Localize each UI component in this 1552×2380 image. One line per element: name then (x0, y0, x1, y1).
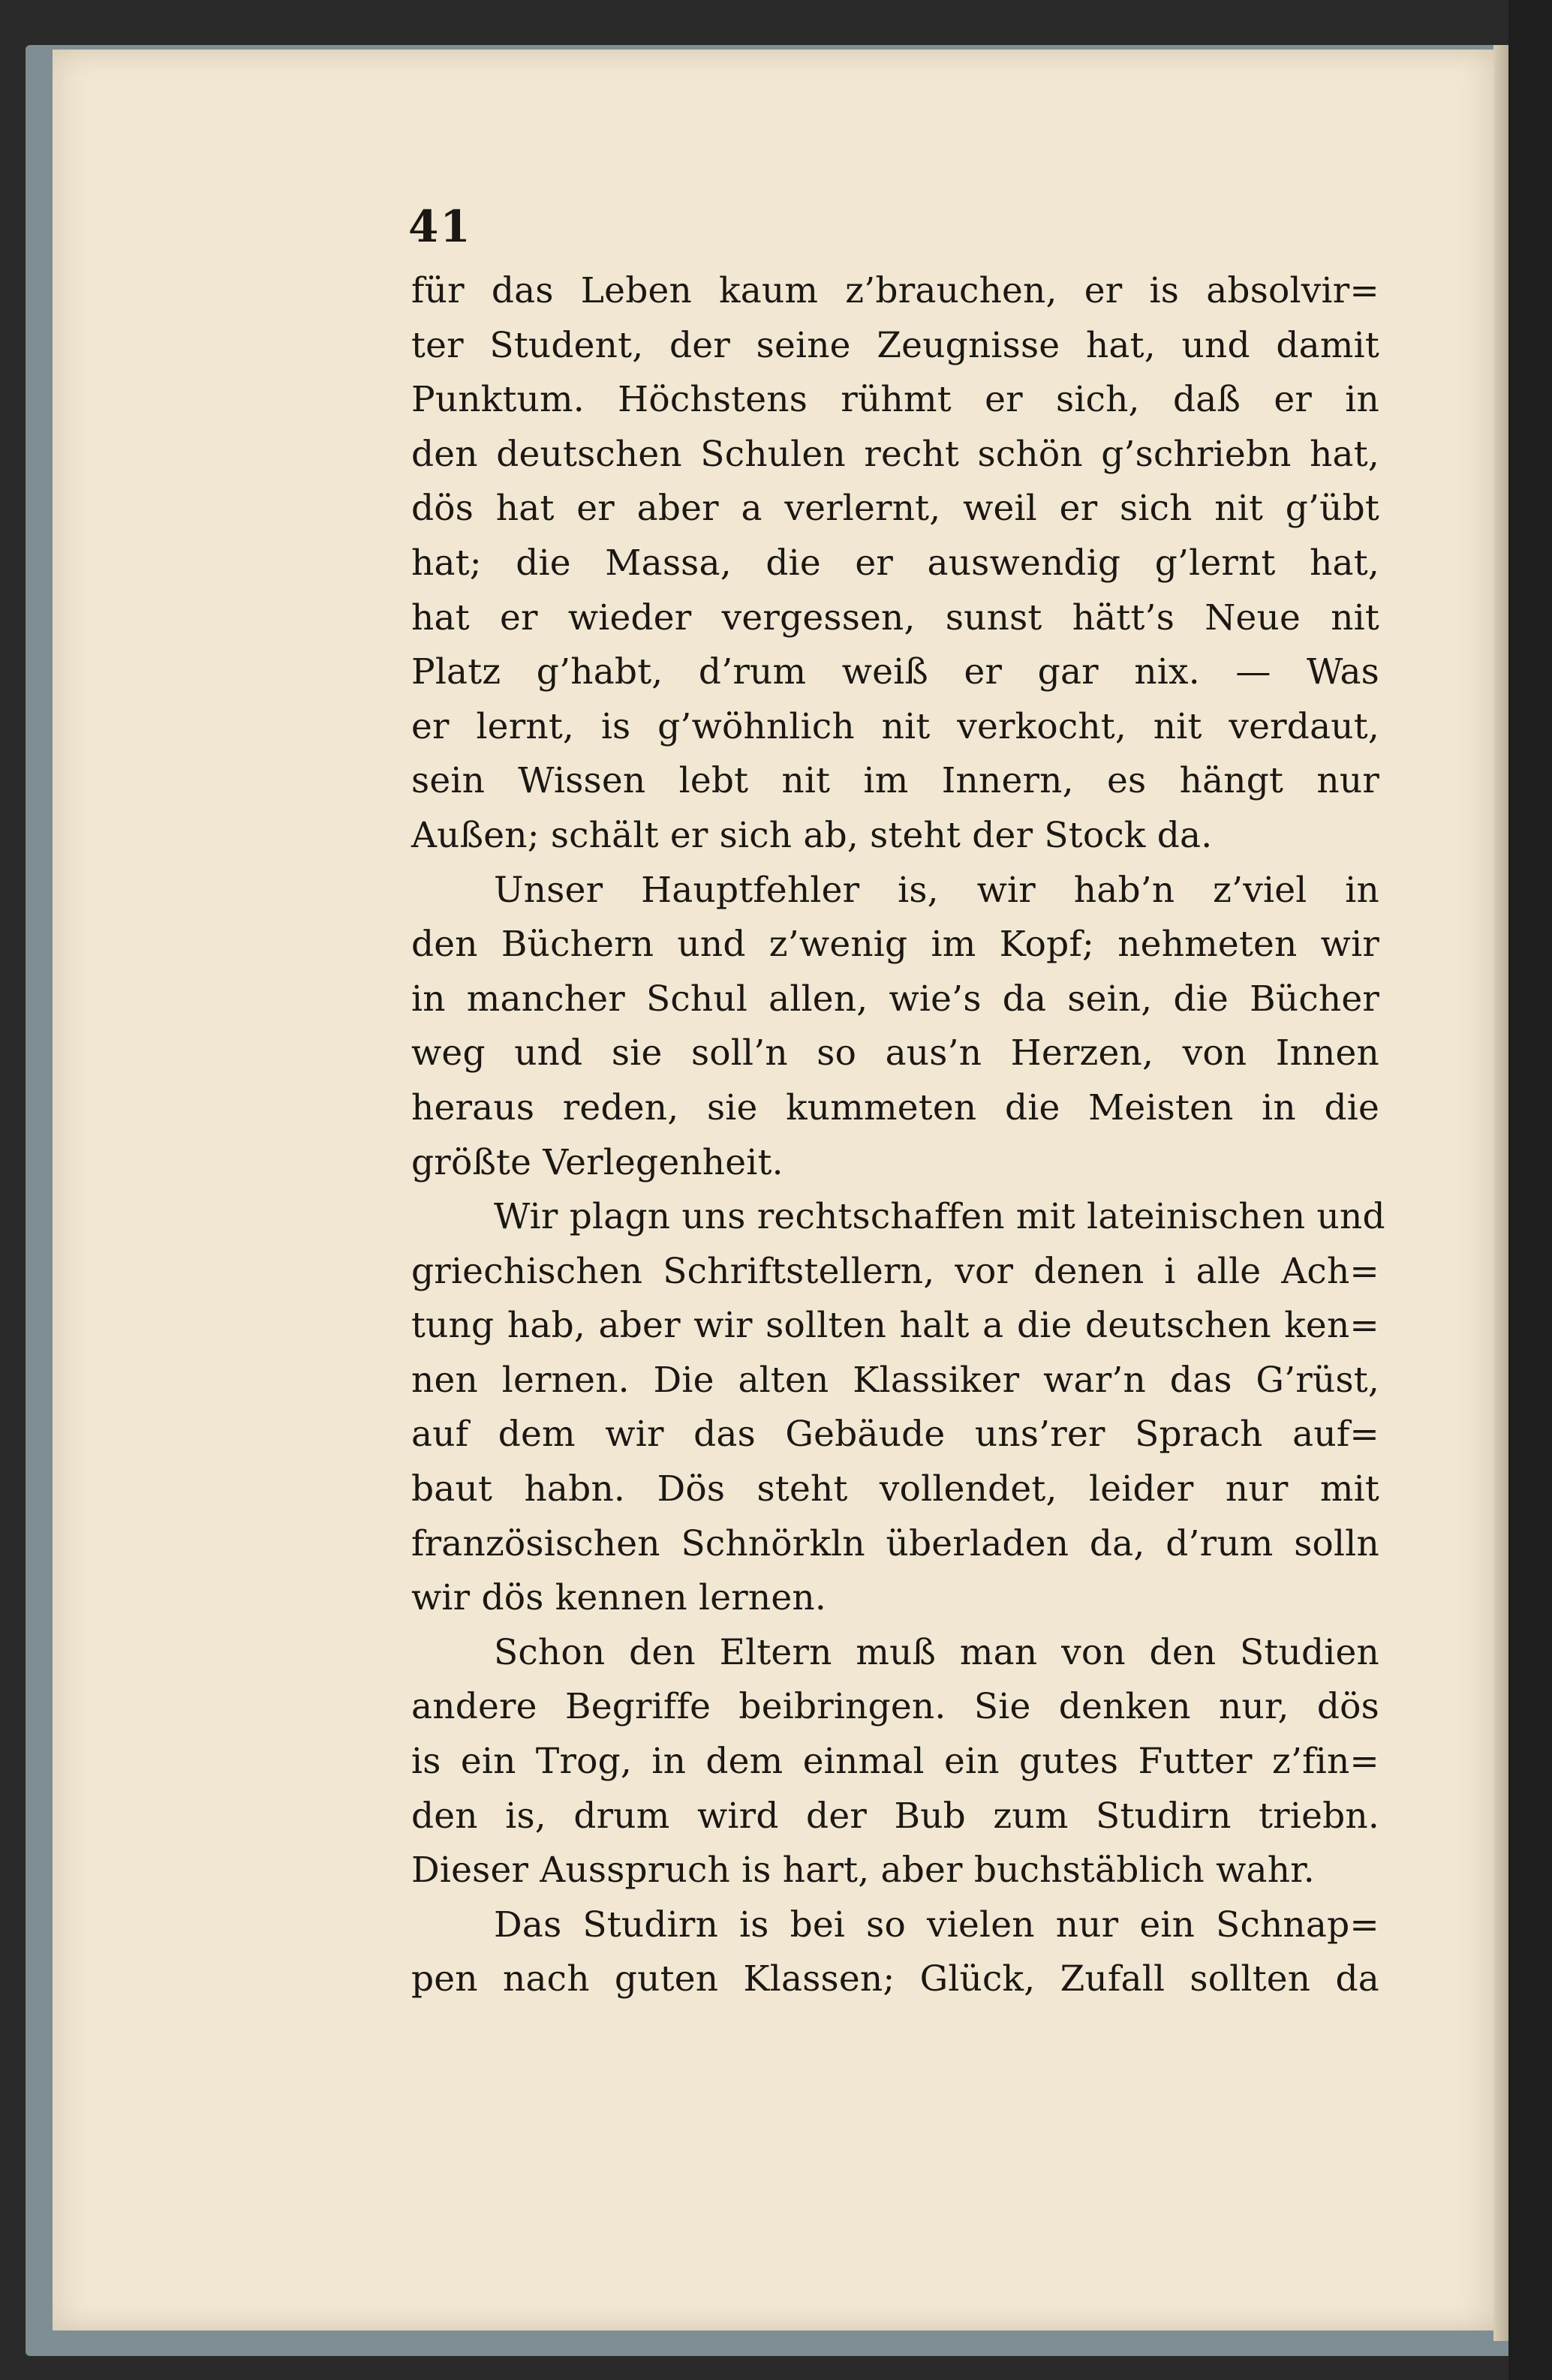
text-line: Schon den Eltern muß man von den Studien (494, 1631, 1379, 1673)
text-line: tung hab, aber wir sollten halt a die deutschen ken= (411, 1305, 1379, 1347)
text-line: nen lernen. Die alten Klassiker war’n das G’rüst, (411, 1359, 1379, 1401)
text-line: größte Verlegenheit. (411, 1141, 784, 1183)
text-line: Das Studirn is bei so vielen nur ein Schnap= (494, 1904, 1379, 1946)
text-line: in mancher Schul allen, wie’s da sein, die Bücher (411, 978, 1379, 1020)
text-line: sein Wissen lebt nit im Innern, es hängt nur (411, 760, 1379, 802)
text-line: Wir plagn uns rechtschaffen mit lateinischen und (494, 1196, 1385, 1238)
text-line: andere Begriffe beibringen. Sie denken nur, dös (411, 1686, 1379, 1728)
page-number: 41 (408, 201, 472, 252)
text-block (408, 201, 1385, 2007)
text-line: den deutschen Schulen recht schön g’schriebn hat, (411, 433, 1379, 475)
text-line: französischen Schnörkln überladen da, d’rum solln (411, 1522, 1379, 1564)
text-line: auf dem wir das Gebäude uns’rer Sprach auf= (411, 1414, 1379, 1456)
text-line: Unser Hauptfehler is, wir hab’n z’viel in (494, 869, 1379, 911)
text-line: Platz g’habt, d’rum weiß er gar nix. — Was (411, 651, 1379, 693)
text-line: griechischen Schriftstellern, vor denen i alle Ach= (411, 1250, 1379, 1292)
text-line: ter Student, der seine Zeugnisse hat, und damit (411, 324, 1379, 366)
text-line: den Büchern und z’wenig im Kopf; nehmeten wir (411, 924, 1379, 966)
text-line: Dieser Ausspruch is hart, aber buchstäblich wahr. (411, 1850, 1315, 1892)
text-line: wir dös kennen lernen. (411, 1577, 826, 1619)
text-line: den is, drum wird der Bub zum Studirn triebn. (411, 1795, 1379, 1837)
text-line: dös hat er aber a verlernt, weil er sich nit g’übt (411, 488, 1379, 530)
text-line: Punktum. Höchstens rühmt er sich, daß er in (411, 379, 1379, 421)
text-line: Außen; schält er sich ab, steht der Stock da. (411, 814, 1213, 856)
text-line: hat er wieder vergessen, sunst hätt’s Neue nit (411, 597, 1379, 639)
text-line: weg und sie soll’n so aus’n Herzen, von Innen (411, 1032, 1379, 1074)
body-text (411, 264, 1385, 2007)
text-line: is ein Trog, in dem einmal ein gutes Futter z’fin= (411, 1741, 1379, 1783)
page-edge (1493, 45, 1508, 2341)
text-line: baut habn. Dös steht vollendet, leider nur mit (411, 1468, 1379, 1510)
text-line: heraus reden, sie kummeten die Meisten in die (411, 1086, 1379, 1128)
spine-shadow (1508, 0, 1552, 2380)
text-line: für das Leben kaum z’brauchen, er is absolvir= (411, 270, 1379, 311)
text-line: hat; die Massa, die er auswendig g’lernt hat, (411, 542, 1379, 584)
text-line: er lernt, is g’wöhnlich nit verkocht, nit verdaut, (411, 705, 1379, 747)
text-line: pen nach guten Klassen; Glück, Zufall sollten da (411, 1958, 1379, 2000)
